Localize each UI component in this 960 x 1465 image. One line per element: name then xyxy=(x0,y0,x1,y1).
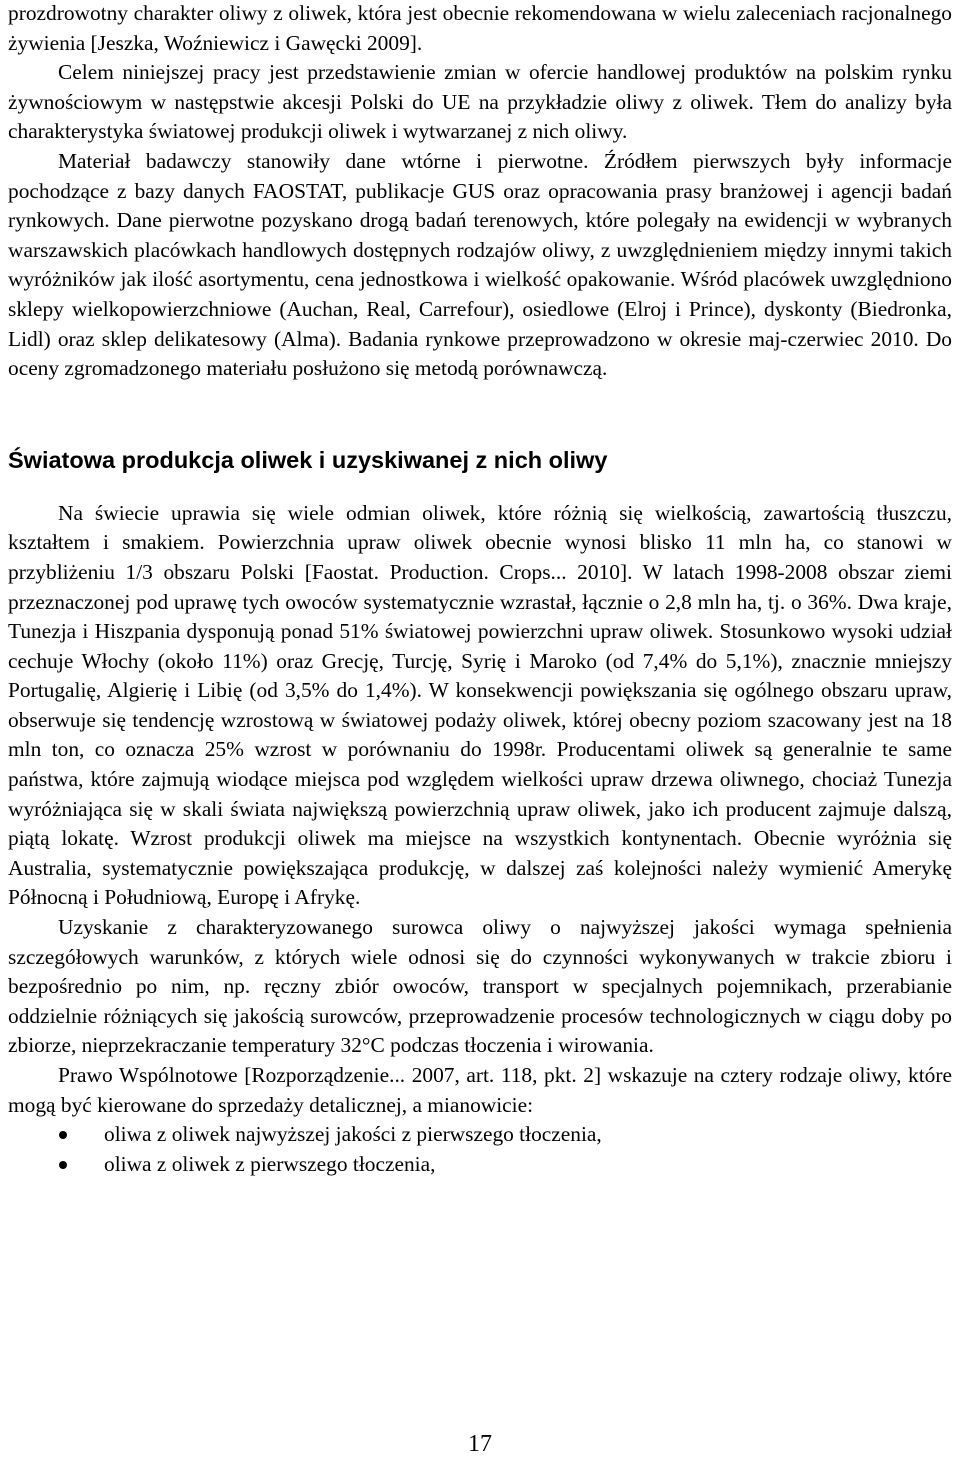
paragraph-materials: Materiał badawczy stanowiły dane wtórne i pierwotne. Źródłem pierwszych były informacje pochodzące z bazy danych FAOSTAT, publikacje GUS oraz opracowania prasy branżowej i agencji badań rynkowych. Dane pierwotne pozyskano drogą badań terenowych, które polegały na ewidencji w wybranych warszawskich placówkach handlowych dostępnych rodzajów oliwy, z uwzględnieniem między innymi takich wyróżników jak ilość asortymentu, cena jednostkowa i wielkość opakowanie. Wśród placówek uwzględniono sklepy wielkopowierzchniowe (Auchan, Real, Carrefour), osiedlowe (Elroj i Prince), dyskonty (Biedronka, Lidl) oraz sklep delikatesowy (Alma). Badania rynkowe przeprowadzono w okresie maj-czerwiec 2010. Do oceny zgromadzonego materiału posłużono się metodą porównawczą. xyxy=(8,148,952,381)
paragraph-aim: Celem niniejszej pracy jest przedstawienie zmian w ofercie handlowej produktów na polskim rynku żywnościowym w następstwie akcesji Polski do UE na przykładzie oliwy z oliwek. Tłem do analizy była charakterystyka światowej produkcji oliwek i wytwarzanej z nich oliwy. xyxy=(8,60,952,144)
list-item xyxy=(8,1120,952,1150)
paragraph-quality: Uzyskanie z charakteryzowanego surowca oliwy o najwyższej jakości wymaga spełnienia szczegółowych warunków, z których wiele odnosi się do czynności wykonywanych w trakcie zbioru i bezpośrednio po nim, np. ręczny zbiór owoców, transport w specjalnych pojemnikach, przerabianie oddzielnie różniących się jakością surowców, przeprowadzenie procesów technologicznych w ciągu doby po zbiorze, nieprzekraczanie temperatury 32°C podczas tłoczenia i wirowania. xyxy=(8,915,952,1058)
page-number: 17 xyxy=(468,1431,492,1457)
list-item xyxy=(8,1150,952,1180)
list-item-text: oliwa z oliwek z pierwszego tłoczenia, xyxy=(104,1151,436,1176)
bullet-icon xyxy=(59,1161,67,1169)
paragraph-regulation: Prawo Wspólnotowe [Rozporządzenie... 2007, art. 118, pkt. 2] wskazuje na cztery rodzaje oliwy, które mogą być kierowane do sprzedaży detalicznej, a mianowicie: xyxy=(8,1063,952,1117)
bullet-list xyxy=(8,1120,952,1179)
paragraph-world-production: Na świecie uprawia się wiele odmian oliwek, które różnią się wielkością, zawartością tłuszczu, kształtem i smakiem. Powierzchnia upraw oliwek obecnie wynosi blisko 11 mln ha, co stanowi w przybliżeniu 1/3 obszaru Polski [Faostat. Production. Crops... 2010]. W latach 1998-2008 obszar ziemi przeznaczonej pod uprawę tych owoców systematycznie wzrastał, łącznie o 2,8 mln ha, tj. o 36%. Dwa kraje, Tunezja i Hiszpania dysponują ponad 51% światowej powierzchni upraw oliwek. Stosunkowo wysoki udział cechuje Włochy (około 11%) oraz Grecję, Turcję, Syrię i Maroko (od 7,4% do 5,1%), znacznie mniejszy Portugalię, Algierię i Libię (od 3,5% do 1,4%). W konsekwencji powiększania się ogólnego obszaru upraw, obserwuje się tendencję wzrostową w światowej podaży oliwek, której obecny poziom szacowany jest na 18 mln ton, co oznacza 25% wzrost w porównaniu do 1998r. Producentami oliwek są generalnie te same państwa, które zajmują wiodące miejsca pod względem wielkości upraw drzewa oliwnego, chociaż Tunezja wyróżniająca się w skali świata największą powierzchnią upraw oliwek, jako ich producent zajmuje dalszą, piątą lokatę. Wzrost produkcji oliwek ma miejsce na wszystkich kontynentach. Obecnie wyróżnia się Australia, systematycznie powiększająca produkcję, w dalszej zaś kolejności należy wymienić Amerykę Północną i Południową, Europę i Afrykę. xyxy=(8,500,952,910)
list-item-text: oliwa z oliwek najwyższej jakości z pierwszego tłoczenia, xyxy=(104,1122,602,1147)
section-heading: Światowa produkcja oliwek i uzyskiwanej z nich oliwy xyxy=(8,446,608,473)
paragraph-intro-continuation: prozdrowotny charakter oliwy z oliwek, która jest obecnie rekomendowana w wielu zaleceniach racjonalnego żywienia [Jeszka, Woźniewicz i Gawęcki 2009]. xyxy=(8,1,952,55)
bullet-icon xyxy=(59,1131,67,1139)
